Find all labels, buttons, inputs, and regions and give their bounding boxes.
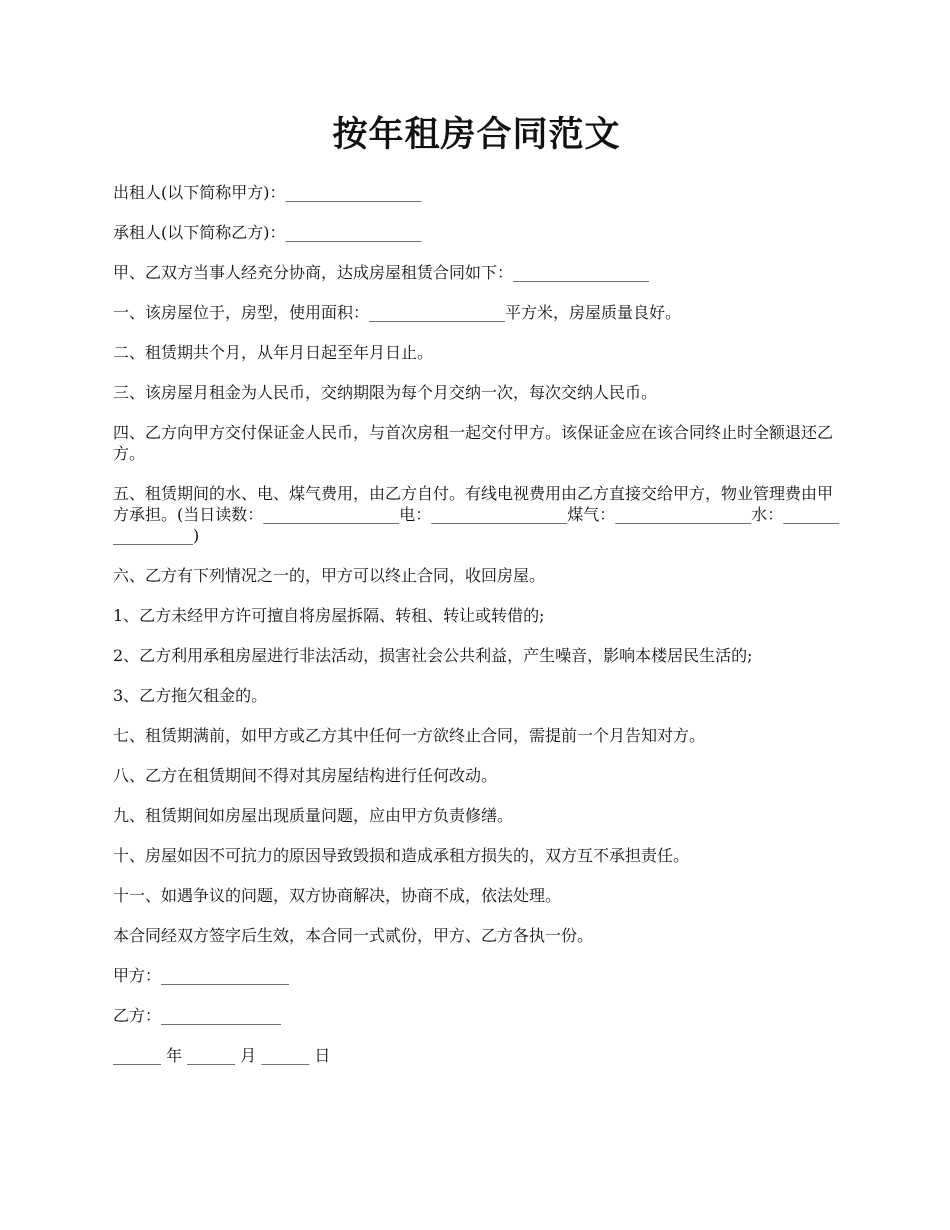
clause-1-location: 一、该房屋位于，房型，使用面积：_________________平方米，房屋质量良好。 [113, 303, 682, 322]
clause-2-term: 二、租赁期共个月，从年月日起至年月日止。 [113, 343, 434, 362]
party-a-signature: 甲方：________________ [113, 966, 290, 985]
termination-item-2: 2、乙方利用承租房屋进行非法活动，损害社会公共利益，产生噪音，影响本楼居民生活的; [113, 646, 753, 665]
clause-9-repairs: 九、租赁期间如房屋出现质量问题，应由甲方负责修缮。 [113, 806, 514, 825]
termination-item-1: 1、乙方未经甲方许可擅自将房屋拆隔、转租、转让或转借的; [113, 606, 545, 625]
termination-item-3: 3、乙方拖欠租金的。 [113, 686, 268, 705]
lessor-line: 出租人(以下简称甲方)：_________________ [113, 183, 422, 202]
clause-6-termination: 六、乙方有下列情况之一的，甲方可以终止合同，收回房屋。 [113, 566, 546, 585]
clause-7-early-termination: 七、租赁期满前，如甲方或乙方其中任何一方欲终止合同，需提前一个月告知对方。 [113, 726, 706, 745]
signing-date: ______ 年 ______ 月 ______ 日 [113, 1046, 331, 1065]
clause-10-force-majeure: 十、房屋如因不可抗力的原因导致毁损和造成承租方损失的，双方互不承担责任。 [113, 846, 690, 865]
lessee-line: 承租人(以下简称乙方)：_________________ [113, 223, 422, 242]
clause-8-no-alteration: 八、乙方在租赁期间不得对其房屋结构进行任何改动。 [113, 766, 498, 785]
agreement-intro: 甲、乙双方当事人经充分协商，达成房屋租赁合同如下：_________________ [113, 263, 650, 282]
document-title: 按年租房合同范文 [332, 114, 621, 155]
clause-5-utilities: 五、租赁期间的水、电、煤气费用，由乙方自付。有线电视费用由乙方直接交给甲方，物业管理费由甲方承担。(当日读数：_________________电：_________________煤气：_________________水：_________________) [113, 484, 840, 545]
clause-4-deposit: 四、乙方向甲方交付保证金人民币，与首次房租一起交付甲方。该保证金应在该合同终止时全额退还乙方。 [113, 423, 834, 463]
clause-3-rent: 三、该房屋月租金为人民币，交纳期限为每个月交纳一次，每次交纳人民币。 [113, 383, 658, 402]
party-b-signature: 乙方：_______________ [113, 1006, 282, 1025]
clause-11-disputes: 十一、如遇争议的问题，双方协商解决，协商不成，依法处理。 [113, 886, 562, 905]
effectiveness-statement: 本合同经双方签字后生效，本合同一式贰份，甲方、乙方各执一份。 [113, 926, 594, 945]
